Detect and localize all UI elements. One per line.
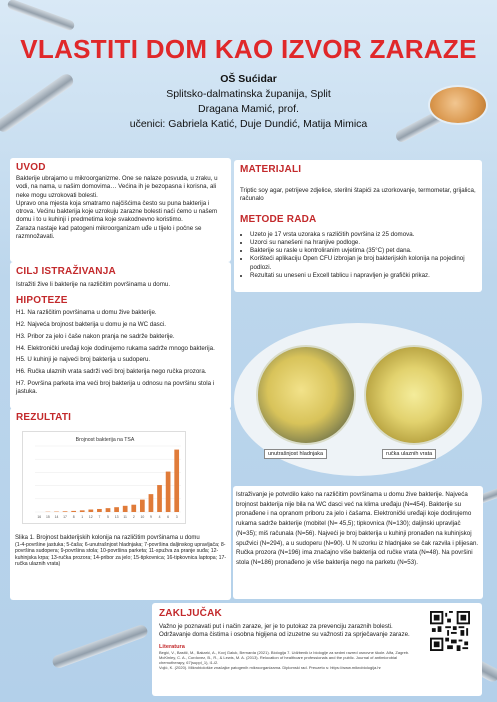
chart-x-tick-label: 3 [175, 515, 178, 519]
materijali-title: MATERIJALI [240, 164, 302, 175]
chart-x-tick-label: 11 [123, 515, 127, 519]
poster-title: VLASTITI DOM KAO IZVOR ZARAZE [20, 34, 477, 64]
uvod-title: UVOD [16, 162, 46, 173]
petri-dish-door-handle-photo [364, 345, 464, 445]
literatura-item: Begić, V., Bastič, M., Bakarić, A., Kovj Galuk, Bernarda (2021). Biologija 7. Udžbenik iz biologije za sedmi razred osnovne škole. Alfa, Zagreb. [159, 649, 410, 655]
uvod-paragraph-3: Zaraza nastaje kad patogeni mikroorganizam uđe u tijelo i počne se razmnožavati. [16, 224, 202, 241]
rezultati-title: REZULTATI [16, 412, 72, 423]
petri-photos [234, 323, 482, 476]
chart-bar [166, 472, 171, 512]
metoda-item: • Uzorci su nanešeni na hranjive podloge. [250, 239, 476, 247]
chart-bar [88, 510, 93, 512]
metoda-item: • Korišteći aplikaciju Open CFU izbrojan je broj bakterijskih kolonija na pojedinoj podlozi. [250, 255, 476, 272]
qr-code[interactable] [430, 611, 470, 651]
zakljucak-title: ZAKLJUČAK [159, 608, 222, 619]
chart-x-tick-label: 15 [45, 515, 50, 519]
chart-x-tick-label: 2 [132, 515, 135, 519]
chart-bar [123, 506, 128, 512]
chart-bar [80, 510, 85, 512]
caption-lead: Slika 1. Brojnost bakterijskih kolonija na različitim površinama u domu [15, 535, 200, 541]
figure-caption [15, 535, 231, 568]
hipoteze-list [16, 309, 225, 396]
chart-x-tick-label: 16 [37, 515, 42, 519]
zakljucak-text: Važno je poznavati put i način zaraze, jer je to putokaz za prevenciju zaraznih bolesti. Održavanje doma čistima i osobna higijena od izuzetne su važnosti za sprječavanje zaraze. [159, 623, 410, 639]
photo-label-door-handle: ručka ulaznih vrata [382, 449, 436, 459]
cilj-hipoteze-panel [10, 262, 231, 409]
cilj-title: CILJ ISTRAŽIVANJA [16, 266, 116, 277]
metoda-item: • Bakterije su rasle u kontroliranim uvjetima (35°C) pet dana. [250, 247, 476, 255]
hipoteze-title: HIPOTEZE [16, 295, 68, 307]
mentor: Dragana Mamić, prof. [198, 103, 299, 115]
bacteria-chart [22, 431, 186, 524]
metode-list [240, 231, 476, 281]
school-name: OŠ Sućidar [220, 73, 277, 85]
hipoteza-item: H5. U kuhinji je najveći broj bakterija u sudoperu. [16, 356, 151, 364]
students: učenici: Gabriela Katić, Duje Dundić, Matija Mimica [129, 118, 368, 130]
region: Splitsko-dalmatinska županija, Split [166, 88, 331, 100]
cilj-text: Istražiti žive li bakterije na različitim površinama u domu. [16, 281, 171, 288]
chart-x-tick-label: 9 [149, 515, 152, 519]
uvod-paragraph-1: Bakterije ubrajamo u mikroorganizme. One se nalaze posvuda, u zraku, u vodi, na nama, u našim domovima… Većina ih je bezopasna i korisna, ali neke mogu uzrokovati bolesti. [16, 175, 218, 199]
chart-bar [71, 511, 76, 512]
chart-x-tick-label: 7 [98, 515, 101, 519]
hipoteza-item: H1. Na različitim površinama u domu žive bakterije. [16, 309, 157, 317]
hipoteza-item: H3. Pribor za jelo i čaše nakon pranja ne sadrže bakterije. [16, 332, 175, 340]
hipoteza-item: H4. Elektronički uređaji koje dodirujemo rukama sadrže mnogo bakterija. [16, 344, 215, 352]
chart-bar [157, 485, 162, 512]
materijali-text: Triptic soy agar, petrijeve zdjelice, sterilni štapići za uzorkovanje, termometar, grijalica, računalo [240, 187, 476, 203]
chart-x-tick-label: 17 [63, 515, 67, 519]
chart-x-tick-label: 10 [140, 515, 145, 519]
materijali-metode-panel [234, 160, 482, 292]
bar-chart-svg [23, 432, 187, 525]
chart-bar [63, 511, 68, 512]
chart-x-tick-label: 6 [167, 515, 170, 519]
qr-code-icon [430, 611, 470, 651]
hipoteza-item: H7. Površina parketa ima veći broj bakterija u odnosu na površinu stola i jastuka. [16, 380, 215, 396]
chart-x-tick-label: 13 [114, 515, 119, 519]
metode-title: METODE RADA [240, 213, 317, 225]
petri-dish-fridge-photo [256, 345, 356, 445]
chart-x-tick-label: 4 [158, 515, 161, 519]
chart-bar [97, 509, 102, 512]
metoda-item: • Uzeto je 17 vrsta uzoraka s različitih površina iz 25 domova. [250, 231, 476, 239]
chart-x-tick-label: 8 [72, 515, 75, 519]
results-discussion: Istraživanje je potvrdilo kako na različitim površinama u domu žive bakterije. Najveća brojnost bakterija nije bila na WC dasci već na klima uređaju (N=454). Bakterije su pronađene i na opranom priboru za jelo i čašama. Elektronički uređaji koje dodirujemo rukama sadrže bakterije (mobitel (N= 45,5); tipkovnica (N=130); daljinski upravljač (N=35); miš računala (N=56). Najveći je broj bakterija u kuhinji pronađen na kuhinjskoj spužvici (N=294), a u sudoperu (N=90). U N uzorku iz hladnjake se čak razvila i plijesan. Ručka prozora (N=196) ima značajno više bakterija od ručke vrata (N=48). Na površini stola (N=186) pronađeno je više bakterija nego na parketu (N=53). [236, 491, 479, 566]
hipoteza-item: H6. Ručka ulaznih vrata sadrži veći broj bakterija nego ručka prozora. [16, 368, 207, 376]
chart-bar [174, 450, 179, 512]
uvod-panel [10, 158, 231, 262]
chart-bar [131, 505, 136, 512]
literatura-item: Vojić, K. (2020). Mikrobiološke značajke patogenih mikroorganizama. Diplomski rad. Preuzeto s: https://www.mikrobiologija.hr [159, 664, 381, 670]
chart-bar [114, 507, 119, 512]
chart-bar [149, 494, 154, 512]
metoda-item: • Rezultati su uneseni u Excell tablicu i napravljen je grafički prikaz. [250, 272, 476, 280]
chart-bar [140, 500, 145, 512]
uvod-paragraph-2: Upravo ona mjesta koja smatramo najčišćima često su puna bakterija i otrova. Većinu bakterija koje uzrokuju zarazne bolesti naći ćemo u našem domu i to u kuhinji i predmetima koje svakodnevno koristimo. [16, 199, 218, 224]
caption-detail: (1-4-površine jastuka; 5-čaša; 6-unutrašnjost hladnjaka; 7-površina daljinskog upravljača; 8-površina sudopera; 9-površina stola; 10-površina parketa; 11-spužva za pranje suđa; 12-kuhinjska krpa; 13-ručka prozora; 14-pribor za jelo; 15-tipkovnica; 16-tipkovnica laptopa; 17-ručka ulaznih vrata) [15, 541, 227, 568]
chart-x-tick-label: 5 [107, 515, 109, 519]
chart-x-tick-label: 14 [54, 515, 59, 519]
chart-x-tick-label: 1 [81, 515, 84, 519]
chart-title: Brojnost bakterija na TSA [75, 437, 135, 443]
literatura-item: McKinley, C. A., Cordovez, B., R., & Lewis, M. A. (2013). Relocation of healthcare professionals and the public. Journal of antimicrobial chemotherapy, 67(suppl_1), i1-i2. [159, 654, 398, 665]
literatura-block [159, 644, 424, 670]
literatura-title: Literatura [159, 643, 185, 650]
chart-x-tick-label: 12 [88, 515, 93, 519]
chart-bar [106, 508, 111, 512]
header-info [0, 72, 497, 132]
hipoteza-item: H2. Najveća brojnost bakterija u domu je na WC dasci. [16, 321, 166, 329]
photo-label-fridge: unutrašnjost hladnjaka [264, 449, 327, 459]
